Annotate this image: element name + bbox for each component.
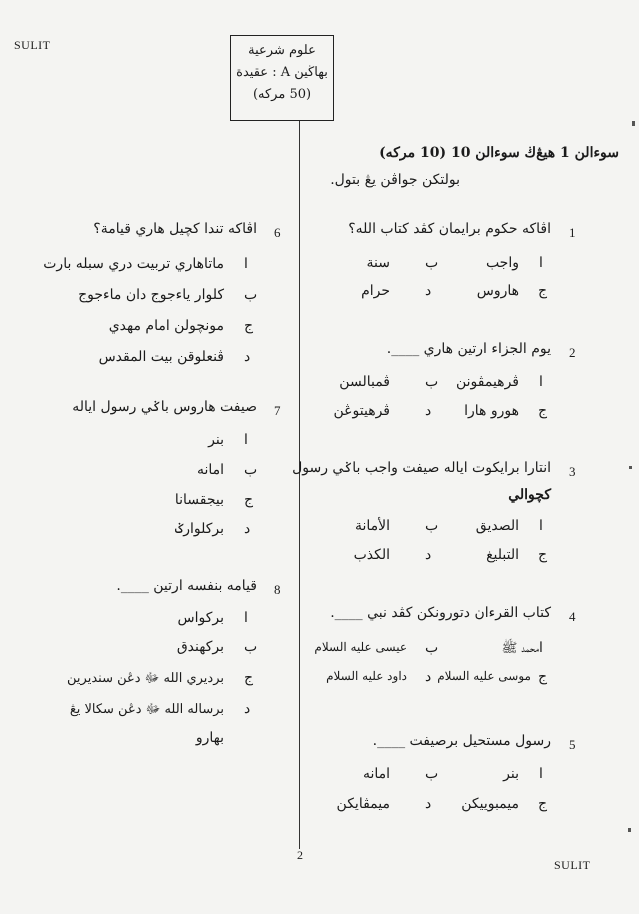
scan-mark — [632, 121, 635, 126]
option-letter: ج — [538, 283, 548, 299]
question-number: 4 — [569, 609, 576, 624]
option-letter: ب — [425, 766, 439, 782]
option-letter: ج — [244, 318, 254, 334]
option-text: برديري الله ﷻ دڠن سنديرين — [67, 671, 224, 686]
option-text: واجب — [485, 255, 519, 271]
question-number: 5 — [569, 737, 576, 752]
option-letter: د — [425, 283, 432, 299]
option-letter: ب — [425, 518, 439, 534]
column-divider — [299, 121, 300, 849]
option-letter: ج — [244, 670, 254, 686]
scan-mark — [629, 466, 632, 469]
option-letter: ب — [425, 374, 439, 390]
option-text: ماتاهاري تربيت دري سبله بارت — [43, 256, 224, 272]
option-text: الصديق — [475, 518, 519, 534]
option-text: سنة — [366, 255, 390, 271]
option-text: امانه — [196, 462, 224, 478]
sulit-top-label: SULIT — [14, 38, 51, 52]
option-text: ميمبوييكن — [461, 796, 519, 812]
option-letter: ج — [538, 403, 548, 419]
section-title: سوءالن 1 هيڠ‌ڬ سوءالن 10 (10 مركه) — [379, 145, 619, 161]
option-letter: ب — [244, 287, 258, 303]
option-text: بنر — [208, 432, 224, 448]
option-letter: د — [425, 669, 432, 685]
question-number: 3 — [569, 464, 576, 479]
option-text-continued: بهارو — [195, 730, 224, 746]
subject-title: علوم شرعية — [248, 43, 316, 58]
option-letter: ا — [539, 640, 543, 656]
question-text: قيامه بنفسه ارتين ____. — [116, 578, 257, 594]
option-letter: ج — [538, 796, 548, 812]
option-letter: ا — [539, 255, 543, 271]
option-letter: د — [244, 349, 251, 365]
part-title: بهاڬين A : عقيدة — [236, 65, 328, 80]
option-letter: د — [244, 701, 251, 717]
option-letter: ا — [244, 610, 248, 626]
option-letter: ا — [539, 374, 543, 390]
option-letter: د — [244, 521, 251, 537]
question-text: رسول مستحيل برصيفت ____. — [372, 733, 551, 749]
option-text: امانه — [362, 766, 390, 782]
option-letter: ج — [244, 492, 254, 508]
option-letter: ج — [538, 547, 548, 563]
option-letter: ج — [538, 669, 548, 685]
option-text: هاروس — [476, 283, 519, 299]
question-number: 1 — [569, 225, 576, 240]
option-letter: ا — [539, 766, 543, 782]
option-text: ڤمبالسن — [339, 374, 390, 390]
option-text: بيجقسانا — [174, 492, 224, 508]
option-text: هورو هارا — [464, 403, 519, 419]
option-text: حرام — [361, 283, 390, 299]
option-text: برساله الله ﷻ دڠن سكالا يڠ — [69, 702, 224, 717]
section-instruction: بولتكن جواڤن يڠ بتول. — [330, 172, 460, 188]
option-letter: ب — [244, 462, 258, 478]
option-text: بركواس — [177, 610, 224, 626]
option-letter: ا — [244, 256, 248, 272]
question-text: صيفت هاروس باݢي رسول اياله — [72, 399, 257, 415]
subject-header-box — [230, 35, 334, 121]
question-number: 7 — [274, 403, 281, 418]
option-text: كلوار ياءجوج دان ماءجوج — [78, 287, 224, 303]
option-text: ڤنعلوقن بيت المقدس — [98, 349, 224, 365]
option-text: الأمانة — [354, 518, 390, 534]
option-letter: د — [425, 796, 432, 812]
option-letter: د — [425, 547, 432, 563]
option-text: بركلوارݢ — [174, 521, 224, 537]
option-text: ڤرهيتوڠن — [333, 403, 390, 419]
question-text: اڤاكه تندا كچيل هاري قيامة؟ — [93, 221, 257, 237]
option-text: عيسى عليه السلام — [314, 640, 407, 654]
question-number: 6 — [274, 225, 281, 240]
question-number: 8 — [274, 582, 281, 597]
option-text: داود عليه السلام — [326, 669, 407, 683]
question-text: يوم الجزاء ارتين هاري ____. — [386, 341, 551, 357]
page-number: 2 — [297, 848, 303, 862]
option-letter: ب — [244, 639, 258, 655]
part-marks: (50 مركه) — [252, 87, 312, 102]
option-text: التبليغ — [486, 547, 519, 563]
option-text: الكذب — [353, 547, 390, 563]
option-text: بركهندق — [176, 639, 224, 655]
option-letter: ا — [539, 518, 543, 534]
scan-mark — [628, 828, 631, 832]
question-text: كتاب القرءان دتورونكن كڤد نبي ____. — [330, 605, 551, 621]
option-letter: د — [425, 403, 432, 419]
option-letter: ب — [425, 640, 439, 656]
option-text: موسى عليه السلام — [437, 669, 531, 683]
sulit-bottom-label: SULIT — [554, 858, 591, 872]
question-text: انتارا برايكوت اياله صيفت واجب باݢي رسول — [292, 460, 551, 476]
question-text-except: كچوالي — [508, 487, 551, 503]
option-text: مونچولن امام مهدي — [108, 318, 224, 334]
option-text: ميمڤايكن — [336, 796, 390, 812]
option-text: ڤرهيمڤونن — [456, 374, 519, 390]
question-number: 2 — [569, 345, 576, 360]
question-text: اڤاكه حكوم برايمان كڤد كتاب الله؟ — [348, 221, 551, 237]
option-text: محمد ﷺ — [501, 641, 539, 656]
option-letter: ب — [425, 255, 439, 271]
option-text: بنر — [503, 766, 519, 782]
option-letter: ا — [244, 432, 248, 448]
